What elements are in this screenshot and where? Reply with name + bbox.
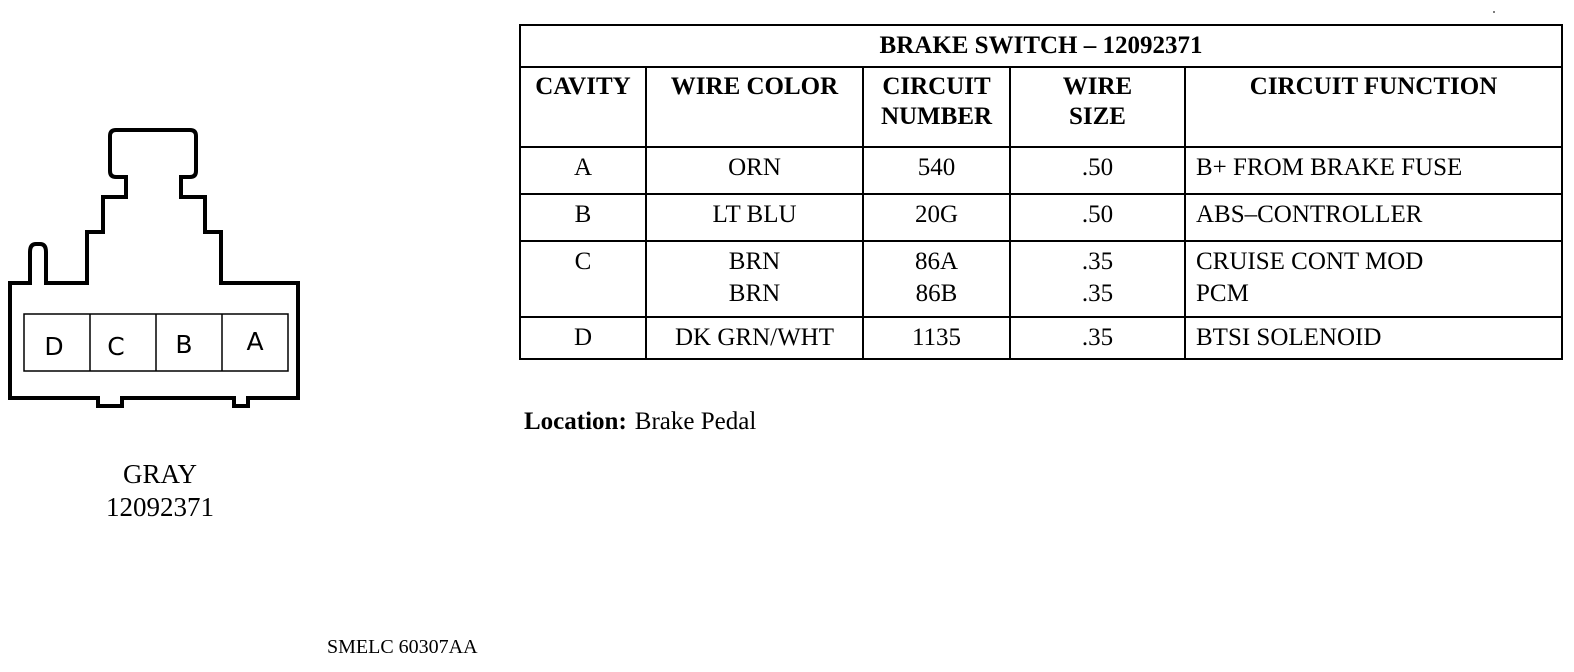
location-value: Brake Pedal: [634, 408, 757, 435]
cell-wire-color: [646, 194, 863, 241]
header-wire-size-line2: SIZE: [1069, 103, 1126, 130]
wire-size-value: .35: [1081, 248, 1114, 275]
cell-wire-color: [646, 147, 863, 194]
cell-cavity: C: [520, 241, 646, 317]
cell-circuit-number: [863, 241, 1010, 317]
cell-circuit-number: [863, 147, 1010, 194]
table-title: BRAKE SWITCH – 12092371: [520, 25, 1562, 67]
cavity-label-c: C: [107, 332, 125, 361]
connector-diagram: [0, 0, 310, 420]
header-cavity: CAVITY: [520, 67, 646, 147]
table-row: [520, 241, 1562, 317]
connector-part-number: 12092371: [106, 492, 214, 522]
circuit-number-value: 540: [917, 154, 956, 181]
table-row: [520, 194, 1562, 241]
wire-size-value: .35: [1081, 280, 1114, 307]
cell-circuit-function: [1185, 194, 1562, 241]
wire-size-value: .50: [1081, 201, 1114, 228]
connector-color: GRAY: [122, 459, 198, 489]
table-row: [520, 317, 1562, 359]
circuit-number-value: 86B: [915, 280, 958, 307]
wire-color-value: BRN: [728, 280, 781, 307]
cell-wire-color: [646, 317, 863, 359]
circuit-function-value: CRUISE CONT MOD: [1196, 248, 1424, 275]
wire-size-value: .50: [1081, 154, 1114, 181]
table-row: [520, 147, 1562, 194]
header-row: [520, 67, 1562, 147]
cavity-label-a: A: [246, 327, 264, 356]
location-label: Location:: [524, 408, 627, 435]
connector-caption: [60, 458, 260, 524]
wire-size-value: .35: [1081, 324, 1114, 351]
cell-cavity: A: [520, 147, 646, 194]
cell-wire-color: [646, 241, 863, 317]
circuit-function-value: PCM: [1196, 280, 1249, 307]
cell-wire-size: [1010, 194, 1185, 241]
cell-wire-size: [1010, 317, 1185, 359]
circuit-function-value: BTSI SOLENOID: [1196, 324, 1382, 351]
wire-color-value: DK GRN/WHT: [674, 324, 834, 351]
cell-circuit-function: [1185, 241, 1562, 317]
header-wire-size-line1: WIRE: [1062, 73, 1133, 100]
cell-cavity: D: [520, 317, 646, 359]
cavity-label-d: D: [44, 332, 64, 361]
cell-circuit-function: [1185, 147, 1562, 194]
connector-outline: [10, 130, 298, 406]
circuit-function-value: B+ FROM BRAKE FUSE: [1196, 154, 1463, 181]
circuit-number-value: 86A: [914, 248, 959, 275]
header-wire-size: [1010, 67, 1185, 147]
header-wire-color: WIRE COLOR: [646, 67, 863, 147]
wire-color-value: BRN: [728, 248, 781, 275]
location-note: [524, 408, 756, 436]
wire-color-value: LT BLU: [712, 201, 797, 228]
header-circuit-number: [863, 67, 1010, 147]
circuit-number-value: 1135: [911, 324, 962, 351]
header-circuit-number-line1: CIRCUIT: [882, 73, 991, 100]
cell-circuit-number: [863, 194, 1010, 241]
cavity-label-b: B: [175, 330, 193, 359]
header-circuit-number-line2: NUMBER: [880, 103, 993, 130]
stray-dot: [1493, 11, 1495, 13]
wire-color-value: ORN: [728, 154, 781, 181]
cell-wire-size: [1010, 241, 1185, 317]
header-circuit-function: CIRCUIT FUNCTION: [1185, 67, 1562, 147]
cell-cavity: B: [520, 194, 646, 241]
cell-circuit-number: [863, 317, 1010, 359]
circuit-function-value: ABS–CONTROLLER: [1196, 201, 1423, 228]
figure-code: SMELC 60307AA: [327, 636, 478, 658]
pinout-table: [519, 24, 1563, 360]
cell-circuit-function: [1185, 317, 1562, 359]
cell-wire-size: [1010, 147, 1185, 194]
circuit-number-value: 20G: [914, 201, 959, 228]
